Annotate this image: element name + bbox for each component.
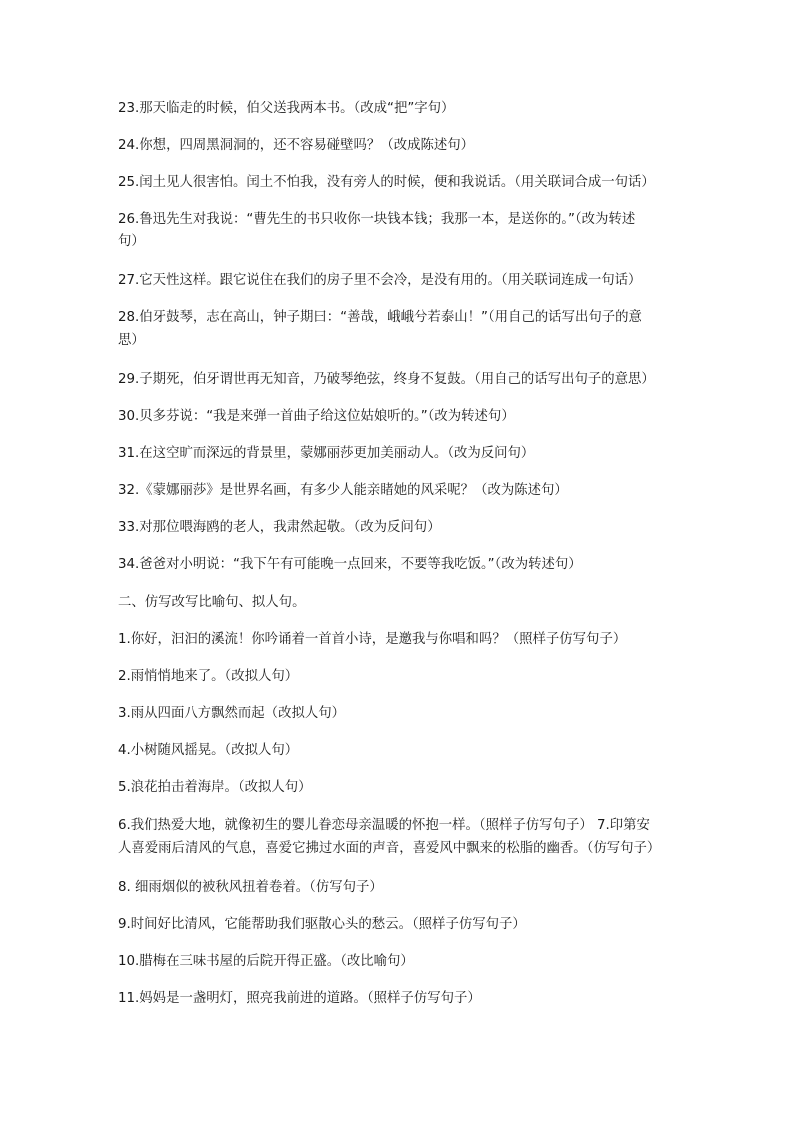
exercise-8: 8. 细雨烟似的被秋风扭着卷着。（仿写句子） [118,880,383,895]
exercise-6-7-line-1: 6.我们热爱大地，就像初生的婴儿眷恋母亲温暖的怀抱一样。（照样子仿写句子） 7.印第安 [118,818,650,833]
exercise-3: 3.雨从四面八方飘然而起（改拟人句） [118,706,346,721]
exercise-9: 9.时间好比清风，它能帮助我们驱散心头的愁云。（照样子仿写句子） [118,917,526,932]
exercise-28-line-2: 思） [118,333,145,348]
exercise-26-line-1: 26.鲁迅先生对我说：“曹先生的书只收你一块钱本钱；我那一本，是送你的。”（改为转述 [118,212,636,227]
exercise-28-line-1: 28.伯牙鼓琴，志在高山，钟子期曰：“善哉，峨峨兮若泰山！”（用自己的话写出句子的意 [118,310,642,325]
exercise-25: 25.闰土见人很害怕。闰土不怕我，没有旁人的时候，便和我说话。（用关联词合成一句话） [118,175,655,190]
exercise-33: 33.对那位喂海鸥的老人，我肃然起敬。（改为反问句） [118,520,441,535]
exercise-5: 5.浪花拍击着海岸。（改拟人句） [118,780,312,795]
exercise-34: 34.爸爸对小明说：“我下午有可能晚一点回来，不要等我吃饭。”（改为转述句） [118,557,582,572]
exercise-11: 11.妈妈是一盏明灯，照亮我前进的道路。（照样子仿写句子） [118,991,481,1006]
exercise-30: 30.贝多芬说：“我是来弹一首曲子给这位姑娘听的。”（改为转述句） [118,409,515,424]
exercise-1: 1.你好，汩汩的溪流！你吟诵着一首首小诗，是邀我与你唱和吗？（照样子仿写句子） [118,632,627,647]
exercise-23: 23.那天临走的时候，伯父送我两本书。（改成“把”字句） [118,101,455,116]
exercise-29: 29.子期死，伯牙谓世再无知音，乃破琴绝弦，终身不复鼓。（用自己的话写出句子的意思） [118,372,655,387]
exercise-32: 32.《蒙娜丽莎》是世界名画，有多少人能亲睹她的风采呢？（改为陈述句） [118,483,568,498]
exercise-24: 24.你想，四周黑洞洞的，还不容易碰壁吗？（改成陈述句） [118,138,475,153]
exercise-2: 2.雨悄悄地来了。（改拟人句） [118,669,299,684]
exercise-27: 27.它天性这样。跟它说住在我们的房子里不会冷，是没有用的。（用关联词连成一句话） [118,273,642,288]
exercise-10: 10.腊梅在三味书屋的后院开得正盛。（改比喻句） [118,954,414,969]
exercise-4: 4.小树随风摇晃。（改拟人句） [118,743,299,758]
exercise-26-line-2: 句） [118,234,145,249]
exercise-6-7-line-2: 人喜爱雨后清风的气息，喜爱它拂过水面的声音，喜爱风中飘来的松脂的幽香。（仿写句子） [118,841,661,856]
section-heading: 二、仿写改写比喻句、拟人句。 [118,595,306,610]
exercise-31: 31.在这空旷而深远的背景里，蒙娜丽莎更加美丽动人。（改为反问句） [118,446,535,461]
